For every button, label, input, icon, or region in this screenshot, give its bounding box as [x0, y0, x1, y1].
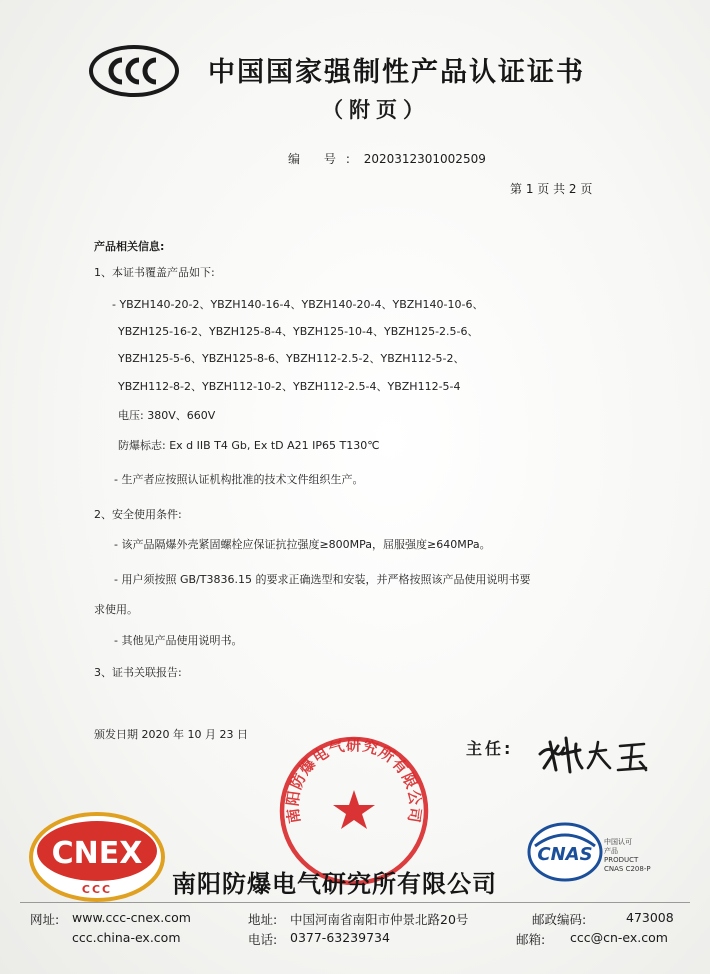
cnex-logo-subtext: CCC — [81, 883, 113, 896]
voltage-line: 电压: 380V、660V — [118, 409, 216, 422]
section-heading: 产品相关信息: — [94, 240, 165, 253]
website-1[interactable]: www.ccc-cnex.com — [72, 910, 191, 925]
seal-text: 南阳防爆电气研究所有限公司 — [283, 736, 425, 825]
model-line: - YBZH140-20-2、YBZH140-16-4、YBZH140-20-4、YBZH140-10-6、 — [112, 298, 484, 311]
postcode-value: 473008 — [626, 910, 674, 925]
organization-name: 南阳防爆电气研究所有限公司 — [172, 870, 497, 898]
cnex-logo — [28, 811, 166, 903]
postcode-label: 邮政编码: — [532, 912, 587, 927]
issue-date: 颁发日期 2020 年 10 月 23 日 — [94, 728, 248, 741]
phone-label: 电话: — [248, 932, 278, 947]
item-3-title: 3、证书关联报告: — [94, 666, 182, 679]
ex-marking-line: 防爆标志: Ex d IIB T4 Gb, Ex tD A21 IP65 T130℃ — [118, 439, 380, 452]
certificate-number-value: 2020312301002509 — [363, 152, 486, 166]
page-indicator: 第 1 页 共 2 页 — [510, 182, 593, 196]
website-label: 网址: — [30, 912, 60, 927]
address-value: 中国河南省南阳市仲景北路20号 — [290, 912, 469, 927]
item-2-title: 2、安全使用条件: — [94, 508, 182, 521]
email-value[interactable]: ccc@cn-ex.com — [570, 930, 668, 945]
ccc-logo — [88, 44, 180, 98]
model-line: YBZH112-8-2、YBZH112-10-2、YBZH112-2.5-4、YBZH112-5-4 — [118, 380, 461, 393]
email-label: 邮箱: — [516, 932, 546, 947]
footer-divider — [20, 902, 690, 903]
address-label: 地址: — [248, 912, 278, 927]
safety-condition-2-cont: 求使用。 — [94, 603, 138, 616]
cnas-logo-text: CNAS — [537, 844, 593, 865]
cnas-accreditation-text: 中国认可 产品 PRODUCT CNAS C208-P — [604, 838, 651, 873]
production-note: - 生产者应按照认证机构批准的技术文件组织生产。 — [114, 473, 364, 486]
certificate-number-label: 编 号: — [288, 152, 360, 166]
certificate-title: 中国国家强制性产品认证证书 — [208, 57, 585, 88]
cnex-logo-text: CNEX — [51, 836, 143, 871]
model-line: YBZH125-16-2、YBZH125-8-4、YBZH125-10-4、YBZH125-2.5-6、 — [118, 325, 479, 338]
website-2[interactable]: ccc.china-ex.com — [72, 930, 181, 945]
certificate-number — [288, 150, 486, 167]
model-line: YBZH125-5-6、YBZH125-8-6、YBZH112-2.5-2、YBZH112-5-2、 — [118, 352, 465, 365]
director-label: 主任: — [466, 739, 514, 758]
director-signature — [536, 724, 656, 784]
phone-value: 0377-63239734 — [290, 930, 390, 945]
certificate-subtitle: （附页） — [322, 98, 430, 122]
safety-condition-1: - 该产品隔爆外壳紧固螺栓应保证抗拉强度≥800MPa，屈服强度≥640MPa。 — [114, 538, 491, 551]
safety-condition-3: - 其他见产品使用说明书。 — [114, 634, 243, 647]
safety-condition-2: - 用户须按照 GB/T3836.15 的要求正确选型和安装，并严格按照该产品使用说明书要 — [114, 573, 531, 586]
item-1-title: 1、本证书覆盖产品如下: — [94, 266, 215, 279]
